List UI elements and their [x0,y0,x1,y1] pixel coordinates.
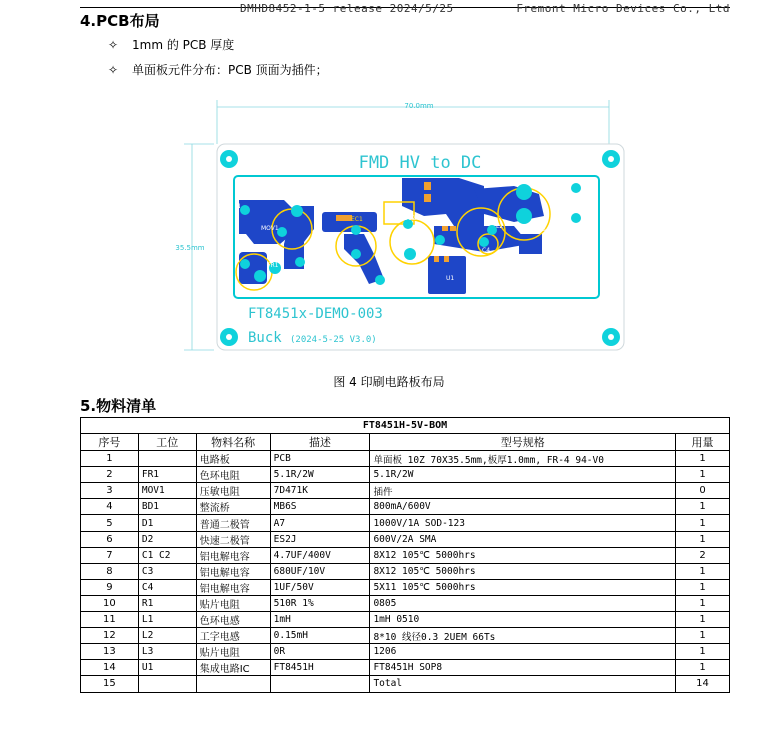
cell-qty: 1 [676,644,730,660]
cell-index: 4 [81,499,139,515]
cell-spec: 600V/2A SMA [370,531,676,547]
table-row [81,612,730,628]
board-date-silkscreen: (2024-5-25 V3.0) [290,335,377,345]
cell-description: A7 [270,515,370,531]
cell-position: L2 [138,628,196,644]
cell-spec: FT8451H SOP8 [370,660,676,676]
cell-position: R1 [138,595,196,611]
col-header-material: 物料名称 [196,434,270,451]
cell-spec: 8X12 105℃ 5000hrs [370,563,676,579]
label-plus: + [567,219,573,226]
cell-qty: 0 [676,483,730,499]
cell-description: 7D471K [270,483,370,499]
board-type-silkscreen: Buck [248,330,282,346]
cell-material: 普通二极管 [196,515,270,531]
silkscreen-title: FMD HV to DC [358,153,482,173]
label-n: N [236,203,241,210]
cell-index: 6 [81,531,139,547]
cell-spec: 800mA/600V [370,499,676,515]
diamond-bullet-icon: ✧ [108,38,119,52]
bom-header-row [81,434,730,451]
label-l: L [236,257,240,264]
bullet-item: ✧ 1mm 的 PCB 厚度 [108,38,235,52]
cell-description: FT8451H [270,660,370,676]
cell-spec: 插件 [370,483,676,499]
col-header-position: 工位 [138,434,196,451]
height-dimension-label: 35.5mm [175,244,205,252]
table-row [81,676,730,692]
cell-index: 11 [81,612,139,628]
cell-position: L1 [138,612,196,628]
cell-position [138,451,196,467]
cell-spec: 单面板 10Z 70X35.5mm,板厚1.0mm, FR-4 94-V0 [370,451,676,467]
cell-position: C4 [138,579,196,595]
cell-index: 8 [81,563,139,579]
cell-material: 色环电阻 [196,467,270,483]
label-ec1: EC1 [351,216,363,223]
cell-qty: 1 [676,579,730,595]
cell-qty: 1 [676,515,730,531]
cell-description: 4.7UF/400V [270,547,370,563]
label-l1: L1 [390,279,398,286]
label-ec3: EC3 [534,226,546,233]
cell-position: U1 [138,660,196,676]
bom-title-row [81,418,730,434]
table-row [81,579,730,595]
cell-spec: 1mH 0510 [370,612,676,628]
diamond-bullet-icon: ✧ [108,63,119,77]
cell-description: MB6S [270,499,370,515]
cell-material: 贴片电阻 [196,595,270,611]
label-ec4: EC4 [480,263,492,270]
table-row [81,531,730,547]
cell-qty: 1 [676,499,730,515]
cell-position: C3 [138,563,196,579]
cell-index: 12 [81,628,139,644]
cell-material: 压敏电阻 [196,483,270,499]
table-row [81,451,730,467]
cell-position: D1 [138,515,196,531]
cell-qty: 1 [676,660,730,676]
cell-qty: 1 [676,595,730,611]
figure-caption: 图 4 印刷电路板布局 [333,375,445,389]
cell-material: 色环电感 [196,612,270,628]
table-row [81,595,730,611]
cell-description: 680UF/10V [270,563,370,579]
cell-description: 0.15mH [270,628,370,644]
cell-description: 510R 1% [270,595,370,611]
col-header-index: 序号 [81,434,139,451]
table-row [81,483,730,499]
cell-spec: 0805 [370,595,676,611]
cell-spec: 8X12 105℃ 5000hrs [370,547,676,563]
label-ec2: EC2 [404,215,416,222]
header-right-text: Fremont Micro Devices Co., Ltd [516,2,730,15]
cell-index: 2 [81,467,139,483]
label-c4: C4 [482,247,491,254]
label-minus: - [570,193,573,200]
col-header-description: 描述 [270,434,370,451]
cell-material: 工字电感 [196,628,270,644]
label-u1: U1 [446,275,455,282]
cell-material: 贴片电阻 [196,644,270,660]
cell-description: 1mH [270,612,370,628]
cell-qty: 1 [676,451,730,467]
cell-spec: 1000V/1A SOD-123 [370,515,676,531]
table-row [81,660,730,676]
cell-index: 5 [81,515,139,531]
cell-description: 5.1R/2W [270,467,370,483]
section-5-heading: 5.物料清单 [80,397,157,415]
label-fr1: FR1 [267,262,279,269]
col-header-spec: 型号规格 [370,434,676,451]
label-mov1: MOV1 [261,225,279,232]
cell-index: 7 [81,547,139,563]
cell-qty: 14 [676,676,730,692]
cell-qty: 1 [676,563,730,579]
pcb-layout-figure [175,94,634,356]
cell-position: FR1 [138,467,196,483]
cell-qty: 1 [676,467,730,483]
cell-position: D2 [138,531,196,547]
cell-material [196,676,270,692]
section-4-heading: 4.PCB布局 [80,12,160,30]
cell-index: 15 [81,676,139,692]
width-dimension-label: 70.0mm [404,102,434,110]
cell-spec: 1206 [370,644,676,660]
cell-description: 0R [270,644,370,660]
label-l2: L2 [496,223,504,230]
cell-description: ES2J [270,531,370,547]
cell-index: 10 [81,595,139,611]
table-row [81,563,730,579]
table-row [81,467,730,483]
bullet-item: ✧ 单面板元件分布：PCB 顶面为插件； [108,63,328,77]
cell-position: MOV1 [138,483,196,499]
cell-position: C1 C2 [138,547,196,563]
cell-qty: 1 [676,531,730,547]
cell-position: L3 [138,644,196,660]
table-row [81,547,730,563]
table-row [81,499,730,515]
cell-index: 3 [81,483,139,499]
cell-spec: 5.1R/2W [370,467,676,483]
cell-material: 铝电解电容 [196,547,270,563]
table-row [81,644,730,660]
cell-material: 铝电解电容 [196,563,270,579]
cell-material: 快速二极管 [196,531,270,547]
cell-description: PCB [270,451,370,467]
board-name-silkscreen: FT8451x-DEMO-003 [248,306,383,322]
table-row [81,515,730,531]
bom-title: FT8451H-5V-BOM [81,418,730,434]
cell-material: 整流桥 [196,499,270,515]
cell-index: 13 [81,644,139,660]
cell-position [138,676,196,692]
header-left-text: DMHD8452-1-5 release 2024/5/25 [240,2,454,15]
cell-spec: 5X11 105℃ 5000hrs [370,579,676,595]
label-d1: D1 [505,261,514,268]
cell-spec: 8*10 线径0.3 2UEM 66Ts [370,628,676,644]
cell-index: 1 [81,451,139,467]
cell-spec: Total [370,676,676,692]
cell-material: 铝电解电容 [196,579,270,595]
cell-qty: 2 [676,547,730,563]
table-row [81,628,730,644]
bom-table [80,417,730,693]
col-header-qty: 用量 [676,434,730,451]
cell-material: 电路板 [196,451,270,467]
cell-qty: 1 [676,612,730,628]
cell-index: 9 [81,579,139,595]
cell-index: 14 [81,660,139,676]
cell-material: 集成电路IC [196,660,270,676]
cell-description: 1UF/50V [270,579,370,595]
page-header-rule [80,2,730,15]
cell-qty: 1 [676,628,730,644]
cell-position: BD1 [138,499,196,515]
cell-description [270,676,370,692]
